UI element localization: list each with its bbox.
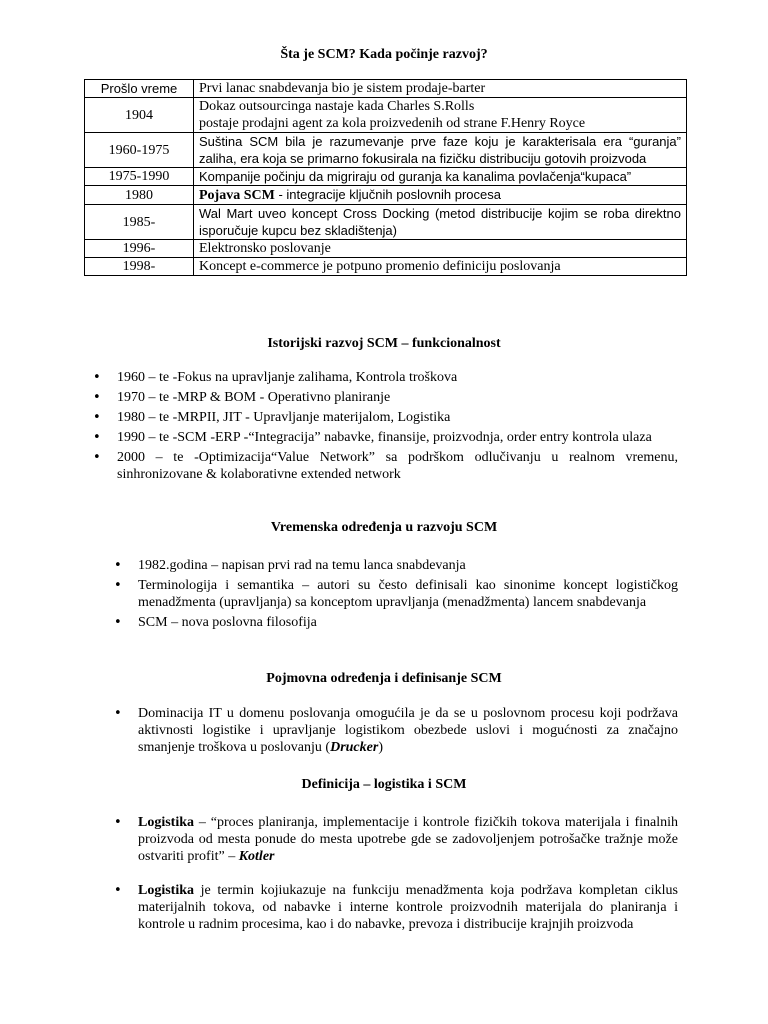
highlight-term: Pojava SCM xyxy=(199,188,275,203)
section-heading-definition: Definicija – logistika i SCM xyxy=(301,777,467,792)
list-item: • 2000 – te -Optimizacija“Value Network” sa podrškom odlučivanju u realnom vremenu, sinhronizovane & kolaborativne extended network xyxy=(93,449,678,483)
list-item: • Terminologija i semantika – autori su često definisali kao sinonime koncept logističkog menadžmenta (upravljanja) sa konceptom upravljanja (menadžmenta) lancem snabdevanja xyxy=(114,577,678,611)
list-item xyxy=(114,814,678,865)
list-item xyxy=(114,705,678,756)
table-row xyxy=(85,240,687,258)
description-cell: Wal Mart uveo koncept Cross Docking (metod distribucije kojim se roba direktno isporučuje kupcu bez skladištenja) xyxy=(194,205,687,240)
item-text: je termin kojiukazuje na funkciju menadžmenta koja podržava kompletan ciklus materijalnih tokova, od nabavke i interne kontrole proizvodnih materijala do planiranja i kontrole u radnim procesima, kao i do nabavke, prevoza i distribucije krajnjih proizvoda xyxy=(138,883,678,932)
list-item: • SCM – nova poslovna filosofija xyxy=(114,614,678,631)
description-cell: Suština SCM bila je razumevanje prve faze koju je karakterisala era “guranja” zaliha, era koja se primarno fokusirala na fizičku distribuciju gotovih proizvoda xyxy=(194,133,687,168)
list-item: • 1990 – te -SCM -ERP -“Integracija” nabavke, finansije, proizvodnja, order entry kontrola ulaza xyxy=(93,429,678,446)
table-row xyxy=(85,186,687,205)
history-table xyxy=(84,79,687,276)
period-cell: Prošlo vreme xyxy=(85,80,194,98)
description-text: - integracije ključnih poslovnih procesa xyxy=(274,187,502,202)
definition-list xyxy=(114,814,678,950)
functional-list xyxy=(93,369,678,486)
list-item: • 1970 – te -MRP & BOM - Operativno planiranje xyxy=(93,389,678,406)
period-cell: 1985- xyxy=(85,205,194,240)
table-row xyxy=(85,258,687,276)
time-list xyxy=(114,557,678,634)
description-cell: Koncept e-commerce je potpuno promenio definiciju poslovanja xyxy=(194,258,687,276)
definition-term: Logistika xyxy=(138,883,195,898)
period-cell: 1996- xyxy=(85,240,194,258)
list-item: • 1980 – te -MRPII, JIT - Upravljanje materijalom, Logistika xyxy=(93,409,678,426)
description-cell: Prvi lanac snabdevanja bio je sistem prodaje-barter xyxy=(194,80,687,98)
period-cell: 1980 xyxy=(85,186,194,205)
section-heading-time: Vremenska određenja u razvoju SCM xyxy=(270,520,498,535)
description-cell xyxy=(194,98,687,133)
table-row xyxy=(85,98,687,133)
list-item: • 1960 – te -Fokus na upravljanje zalihama, Kontrola troškova xyxy=(93,369,678,386)
page-title: Šta je SCM? Kada počinje razvoj? xyxy=(280,47,488,62)
description-line: postaje prodajni agent za kola proizvedenih od strane F.Henry Royce xyxy=(199,116,586,131)
item-text-end: ) xyxy=(378,740,383,755)
description-line: Dokaz outsourcinga nastaje kada Charles S.Rolls xyxy=(199,99,475,114)
description-cell: Elektronsko poslovanje xyxy=(194,240,687,258)
period-cell: 1960-1975 xyxy=(85,133,194,168)
author-name: Drucker xyxy=(330,740,379,755)
description-cell: Kompanije počinju da migriraju od guranja ka kanalima povlačenja“kupaca” xyxy=(194,168,687,186)
definition-term: Logistika xyxy=(138,815,195,830)
period-cell: 1904 xyxy=(85,98,194,133)
table-row xyxy=(85,80,687,98)
period-cell: 1998- xyxy=(85,258,194,276)
table-row xyxy=(85,205,687,240)
author-name: Kotler xyxy=(238,849,275,864)
section-heading-concept: Pojmovna određenja i definisanje SCM xyxy=(266,671,502,686)
list-item xyxy=(114,882,678,933)
section-heading-functional: Istorijski razvoj SCM – funkcionalnost xyxy=(267,336,501,351)
concept-list xyxy=(114,705,678,756)
item-text: – “proces planiranja, implementacije i kontrole fizičkih tokova materijala i finalnih proizvoda od mesta ponude do mesta upotrebe gde se zadovoljenjem potrošačke tražnje može ostvariti profit” – xyxy=(138,815,678,864)
description-cell xyxy=(194,186,687,205)
table-row xyxy=(85,168,687,186)
item-text: Dominacija IT u domenu poslovanja omogućila je da se u poslovnom procesu koji podržava aktivnosti logistike i upravljanje logistikom obezbede uslovi i mogućnosti za značajno smanjenje troškova u poslovanju ( xyxy=(138,706,678,755)
table-row xyxy=(85,133,687,168)
period-cell: 1975-1990 xyxy=(85,168,194,186)
list-item: • 1982.godina – napisan prvi rad na temu lanca snabdevanja xyxy=(114,557,678,574)
